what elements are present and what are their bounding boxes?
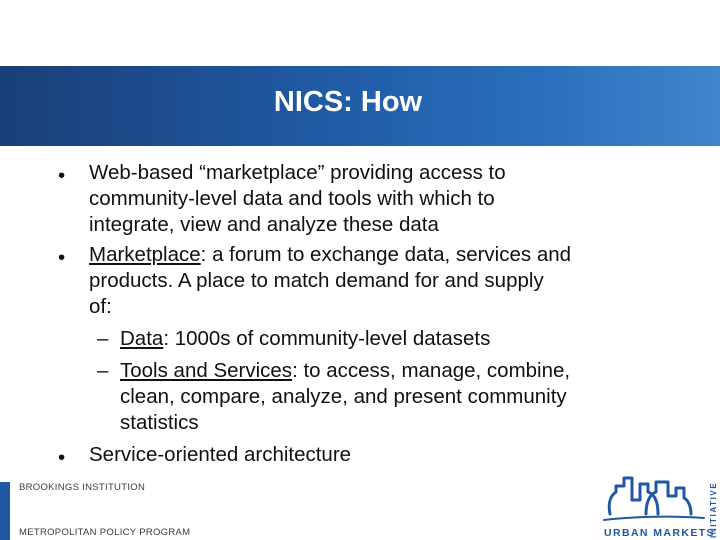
sub-bullet-data: Data: 1000s of community-level datasets	[120, 327, 491, 350]
bullet-3-line-1: Service-oriented architecture	[89, 443, 352, 466]
bullet-icon: •	[58, 446, 66, 469]
slide-title: NICS: How	[273, 86, 423, 118]
sub-bullet-tools-line-3: statistics	[120, 411, 199, 434]
dash-icon: –	[97, 359, 109, 382]
sub-bullet-tools: Tools and Services: to access, manage, combine,	[120, 359, 571, 382]
bullet-icon: •	[58, 246, 66, 269]
footer-org: BROOKINGS INSTITUTION	[19, 482, 146, 493]
bullet-2-line-3: of:	[89, 295, 112, 318]
footer-program: METROPOLITAN POLICY PROGRAM	[19, 527, 191, 538]
footer-accent-bar	[0, 482, 10, 540]
dash-icon: –	[97, 327, 109, 350]
skyline-icon	[604, 478, 704, 520]
logo-vertical-text: INITIATIVE	[709, 481, 718, 538]
bullet-1-line-3: integrate, view and analyze these data	[89, 213, 439, 236]
bullet-2-line-2: products. A place to match demand for and supply	[89, 269, 544, 292]
term-marketplace: Marketplace	[89, 243, 201, 266]
bullet-1-line-1: Web-based “marketplace” providing access to	[89, 161, 506, 184]
urban-markets-logo	[596, 456, 720, 540]
logo-wordmark: URBAN MARKETS	[604, 527, 715, 539]
bullet-2-line-1: Marketplace: a forum to exchange data, services and	[89, 243, 572, 266]
term-data: Data	[120, 327, 164, 350]
sub-bullet-tools-line-2: clean, compare, analyze, and present community	[120, 385, 567, 408]
term-tools-and-services: Tools and Services	[120, 359, 293, 382]
bullet-icon: •	[58, 164, 66, 187]
bullet-1-line-2: community-level data and tools with which to	[89, 187, 495, 210]
